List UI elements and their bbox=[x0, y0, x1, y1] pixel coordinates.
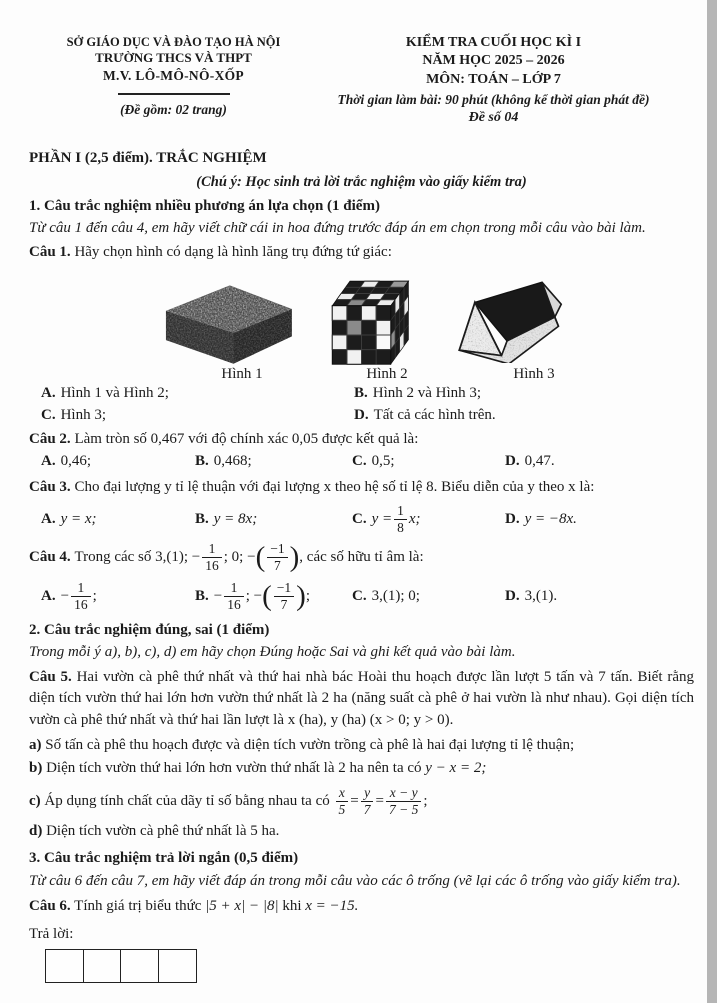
stem-text: Trong các số bbox=[74, 548, 156, 565]
item-math: ; bbox=[423, 792, 428, 809]
option-letter: B. bbox=[354, 385, 368, 402]
item-math: y − x = 2; bbox=[425, 760, 487, 777]
option-math: 3,(1). bbox=[524, 588, 558, 605]
question4-options bbox=[29, 581, 694, 612]
exam-code: Đề số 04 bbox=[468, 110, 519, 126]
question2-stem bbox=[29, 429, 694, 450]
question1-text: Hãy chọn hình có dạng là hình lăng trụ đứng tứ giác: bbox=[74, 243, 392, 260]
option-text: 0,47. bbox=[524, 452, 555, 469]
scan-edge-strip bbox=[707, 0, 717, 1003]
item-text: Áp dụng tính chất của dãy tỉ số bằng nhau ta có bbox=[44, 792, 330, 809]
question1-options-row1 bbox=[29, 383, 694, 404]
part1-note: (Chú ý: Học sinh trả lời trắc nghiệm vào giấy kiểm tra) bbox=[196, 173, 527, 190]
figure-1-image-rectangular-box bbox=[155, 274, 301, 366]
exam-title: KIỂM TRA CUỐI HỌC KÌ I bbox=[405, 35, 582, 50]
option-letter: D. bbox=[505, 588, 520, 605]
fraction: $\frac{x}{5}$ bbox=[336, 786, 349, 817]
section2-instruction: Trong mỗi ý a), b), c), d) em hãy chọn Đúng hoặc Sai và ghi kết quả vào bài làm. bbox=[29, 643, 516, 660]
option-math: y = x; bbox=[60, 510, 97, 527]
stem-math: ; 0; − bbox=[223, 548, 256, 565]
question5-item-d bbox=[29, 821, 694, 842]
option-A bbox=[41, 451, 195, 472]
option-D bbox=[354, 405, 694, 426]
option-math: ; − bbox=[245, 588, 263, 605]
option-B: B. − $\frac{1}{16}$ ; − ( $\frac{-1}{7}$ ) ; bbox=[195, 579, 311, 613]
question3-text: Cho đại lượng y tỉ lệ thuận với đại lượng x theo hệ số tỉ lệ 8. Biểu diễn của y theo x là: bbox=[74, 479, 595, 496]
question4-stem: Câu 4. Trong các số 3,(1); − $\frac{1}{16}$ ; 0; − ( $\frac{-1}{7}$ ) , các số hữu tỉ âm là: bbox=[29, 540, 424, 574]
option-letter: D. bbox=[505, 510, 520, 527]
answer-label: Trả lời: bbox=[29, 926, 74, 943]
fraction: $\frac{-1}{7}$ bbox=[274, 581, 294, 612]
stem-math: 3,(1); − bbox=[155, 548, 201, 565]
question5-item-c bbox=[29, 786, 694, 817]
item-label: a) bbox=[29, 737, 42, 754]
answer-cell-4 bbox=[158, 949, 197, 983]
question3-stem bbox=[29, 477, 694, 498]
question6-math: x = −15. bbox=[305, 897, 359, 914]
school-type: TRƯỜNG THCS VÀ THPT bbox=[95, 50, 252, 66]
subject-grade: MÔN: TOÁN – LỚP 7 bbox=[426, 71, 561, 87]
section1-heading: 1. Câu trắc nghiệm nhiều phương án lựa chọn (1 điểm) bbox=[29, 198, 380, 215]
option-B bbox=[195, 451, 352, 472]
section2-heading: 2. Câu trắc nghiệm đúng, sai (1 điểm) bbox=[29, 621, 270, 638]
question1-options-row2 bbox=[29, 405, 694, 426]
option-letter: A. bbox=[41, 452, 56, 469]
option-letter: B. bbox=[195, 588, 209, 605]
part1-title: PHẦN I (2,5 điểm). TRẮC NGHIỆM bbox=[29, 150, 267, 167]
answer-boxes bbox=[45, 949, 694, 983]
option-letter: C. bbox=[352, 452, 367, 469]
page-count-note: (Đề gồm: 02 trang) bbox=[120, 101, 227, 117]
question5-stem bbox=[29, 667, 694, 731]
option-text: Tất cả các hình trên. bbox=[373, 407, 496, 424]
option-math: 3,(1); 0; bbox=[371, 588, 420, 605]
header-school-block bbox=[46, 34, 301, 126]
option-math: y = 8x; bbox=[213, 510, 258, 527]
option-text: 0,5; bbox=[371, 452, 395, 469]
section3-heading: 3. Câu trắc nghiệm trả lời ngắn (0,5 điểm) bbox=[29, 850, 299, 867]
department-name: SỞ GIÁO DỤC VÀ ĐÀO TẠO HÀ NỘI bbox=[66, 35, 281, 49]
option-text: 0,46; bbox=[60, 452, 92, 469]
question1-figures bbox=[29, 266, 694, 382]
option-text: 0,468; bbox=[213, 452, 252, 469]
fraction: $\frac{1}{16}$ bbox=[71, 581, 91, 612]
option-letter: B. bbox=[195, 452, 209, 469]
option-letter: D. bbox=[505, 452, 520, 469]
item-text: Số tấn cà phê thu hoạch được và diện tích vườn trồng cà phê là hai đại lượng tỉ lệ thuận; bbox=[45, 737, 575, 754]
question2-options bbox=[29, 451, 694, 472]
item-text: Diện tích vườn cà phê thứ nhất là 5 ha. bbox=[46, 823, 280, 839]
question1-label: Câu 1. bbox=[29, 243, 71, 260]
question6-math: |5 + x| − |8| bbox=[205, 897, 279, 914]
option-C bbox=[352, 504, 505, 535]
question5-item-a bbox=[29, 735, 694, 756]
item-text: Diện tích vườn thứ hai lớn hơn vườn thứ nhất là 2 ha nên ta có bbox=[46, 760, 422, 777]
section3-instruction: Từ câu 6 đến câu 7, em hãy viết đáp án trong mỗi câu vào các ô trống (vẽ lại các ô trống vào giấy kiểm tra). bbox=[29, 872, 681, 889]
answer-cell-3 bbox=[120, 949, 159, 983]
question2-label: Câu 2. bbox=[29, 430, 71, 447]
question5-item-b bbox=[29, 758, 694, 779]
option-letter: D. bbox=[354, 407, 369, 424]
option-A bbox=[41, 581, 195, 612]
option-math: ; bbox=[92, 588, 97, 605]
option-letter: A. bbox=[41, 588, 56, 605]
option-D bbox=[505, 451, 694, 472]
question6-text: khi bbox=[282, 897, 302, 914]
question5-label: Câu 5. bbox=[29, 669, 72, 686]
option-text: Hình 2 và Hình 3; bbox=[372, 385, 482, 402]
option-math: y = −8x. bbox=[524, 510, 577, 527]
question3-label: Câu 3. bbox=[29, 479, 71, 496]
fraction: $\frac{-1}{7}$ bbox=[267, 542, 287, 573]
answer-cell-1 bbox=[45, 949, 84, 983]
question6-label: Câu 6. bbox=[29, 897, 71, 914]
option-math: ; bbox=[305, 588, 311, 605]
option-C bbox=[352, 581, 505, 612]
option-A bbox=[41, 383, 354, 404]
option-D bbox=[505, 504, 694, 535]
equals-sign: = bbox=[375, 792, 384, 809]
figure-1-caption: Hình 1 bbox=[221, 366, 263, 383]
option-letter: C. bbox=[41, 407, 56, 424]
item-label: d) bbox=[29, 823, 43, 839]
duration-note: Thời gian làm bài: 90 phút (không kể thời gian phát đề) bbox=[337, 92, 650, 108]
header-divider bbox=[118, 93, 230, 95]
question4-label: Câu 4. bbox=[29, 548, 71, 565]
stem-text: , các số hữu tỉ âm là: bbox=[299, 548, 424, 565]
fraction: $\frac{x - y}{7 - 5}$ bbox=[386, 786, 421, 817]
question1-stem bbox=[29, 242, 694, 263]
option-B bbox=[354, 383, 694, 404]
header-exam-block bbox=[301, 34, 680, 126]
option-math: − bbox=[60, 588, 70, 605]
option-C bbox=[41, 405, 354, 426]
option-C bbox=[352, 451, 505, 472]
exam-body bbox=[0, 126, 720, 983]
option-letter: C. bbox=[352, 510, 367, 527]
item-label: b) bbox=[29, 760, 43, 777]
option-text: Hình 1 và Hình 2; bbox=[60, 385, 169, 402]
figure-3-image-triangular-prism bbox=[450, 273, 565, 363]
item-label: c) bbox=[29, 792, 41, 809]
question5-text: Hai vườn cà phê thứ nhất và thứ hai nhà bác Hoài thu hoạch được lần lượt 5 tấn và 7 tấn. Biết rằng diện tích vườn thứ hai lớn hơn vườn thứ nhất là 2 ha (năng suất cà phê ở hai vườn là như nhau). Gọi diện tích vườn cà phê thứ nhất và thứ hai lần lượt là x (ha), y (ha) (x > 0; y > 0). bbox=[29, 669, 694, 728]
exam-header bbox=[0, 0, 720, 126]
question3-options bbox=[29, 504, 694, 535]
option-math: − bbox=[213, 588, 223, 605]
school-name: M.V. LÔ-MÔ-NÔ-XỐP bbox=[103, 68, 244, 84]
fraction: $\frac{1}{8}$ bbox=[394, 504, 407, 535]
section1-instruction: Từ câu 1 đến câu 4, em hãy viết chữ cái in hoa đứng trước đáp án em chọn trong mỗi câu vào bài làm. bbox=[29, 220, 646, 237]
figure-2-image-rubik-cube bbox=[317, 268, 423, 368]
fraction: $\frac{1}{16}$ bbox=[224, 581, 244, 612]
option-B bbox=[195, 504, 352, 535]
figure-3-caption: Hình 3 bbox=[513, 366, 555, 383]
equals-sign: = bbox=[350, 792, 359, 809]
option-letter: A. bbox=[41, 510, 56, 527]
figure-2-caption: Hình 2 bbox=[366, 366, 408, 383]
answer-cell-2 bbox=[83, 949, 122, 983]
question6-stem bbox=[29, 896, 694, 917]
option-D bbox=[505, 581, 694, 612]
option-math: y = bbox=[371, 510, 393, 527]
school-year: NĂM HỌC 2025 – 2026 bbox=[422, 53, 565, 69]
option-text: Hình 3; bbox=[60, 407, 107, 424]
question6-text: Tính giá trị biểu thức bbox=[74, 897, 202, 914]
option-letter: B. bbox=[195, 510, 209, 527]
option-A bbox=[41, 504, 195, 535]
option-letter: A. bbox=[41, 385, 56, 402]
option-letter: C. bbox=[352, 588, 367, 605]
option-math: x; bbox=[408, 510, 421, 527]
fraction: $\frac{y}{7}$ bbox=[361, 786, 374, 817]
question2-text: Làm tròn số 0,467 với độ chính xác 0,05 được kết quả là: bbox=[74, 430, 419, 447]
fraction: $\frac{1}{16}$ bbox=[202, 542, 222, 573]
